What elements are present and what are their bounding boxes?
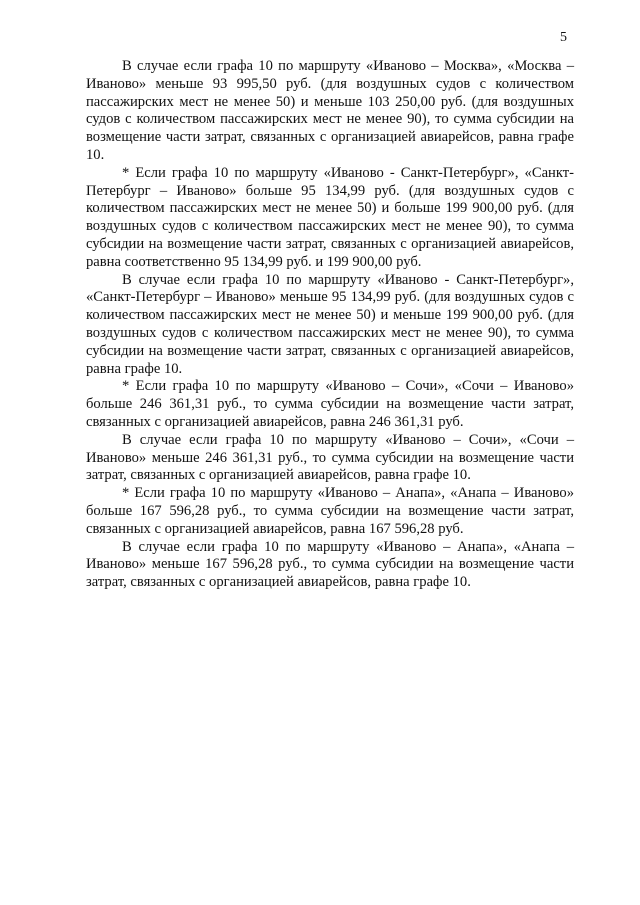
page-number: 5 xyxy=(560,30,567,45)
paragraph-sochi-above-threshold: * Если графа 10 по маршруту «Иваново – Сочи», «Сочи – Иваново» больше 246 361,31 руб., то сумма субсидии на возмещение части затрат, связанных с организацией авиарейсов, равна 246 361,31 руб. xyxy=(86,378,574,430)
paragraph-moscow-below-threshold: В случае если графа 10 по маршруту «Иваново – Москва», «Москва – Иваново» меньше 93 995,50 руб. (для воздушных судов с количеством пассажирских мест не менее 50) и меньше 103 250,00 руб. (для воздушных судов с количеством пассажирских мест не менее 90), то сумма субсидии на возмещение части затрат, связанных с организацией авиарейсов, равна графе 10. xyxy=(86,58,574,163)
paragraph-sochi-below-threshold: В случае если графа 10 по маршруту «Иваново – Сочи», «Сочи – Иваново» меньше 246 361,31 руб., то сумма субсидии на возмещение части затрат, связанных с организацией авиарейсов, равна графе 10. xyxy=(86,431,574,484)
document-body xyxy=(86,58,574,592)
paragraph-anapa-above-threshold: * Если графа 10 по маршруту «Иваново – Анапа», «Анапа – Иваново» больше 167 596,28 руб., то сумма субсидии на возмещение части затрат, связанных с организацией авиарейсов, равна 167 596,28 руб. xyxy=(86,485,574,537)
paragraph-anapa-below-threshold: В случае если графа 10 по маршруту «Иваново – Анапа», «Анапа – Иваново» меньше 167 596,28 руб., то сумма субсидии на возмещение части затрат, связанных с организацией авиарейсов, равна графе 10. xyxy=(86,538,574,591)
paragraph-spb-below-threshold: В случае если графа 10 по маршруту «Иваново - Санкт-Петербург», «Санкт-Петербург – Иваново» меньше 95 134,99 руб. (для воздушных судов с количеством пассажирских мест не менее 50) и меньше 199 900,00 руб. (для воздушных судов с количеством пассажирских мест не менее 90), то сумма субсидии на возмещение части затрат, связанных с организацией авиарейсов, равна графе 10. xyxy=(86,271,574,377)
paragraph-spb-above-threshold: * Если графа 10 по маршруту «Иваново - Санкт-Петербург», «Санкт-Петербург – Иваново» больше 95 134,99 руб. (для воздушных судов с количеством пассажирских мест не менее 50) и больше 199 900,00 руб. (для воздушных судов с количеством пассажирских мест не менее 90), то сумма субсидии на возмещение части затрат, связанных с организацией авиарейсов, равна соответственно 95 134,99 руб. и 199 900,00 руб. xyxy=(86,164,574,270)
